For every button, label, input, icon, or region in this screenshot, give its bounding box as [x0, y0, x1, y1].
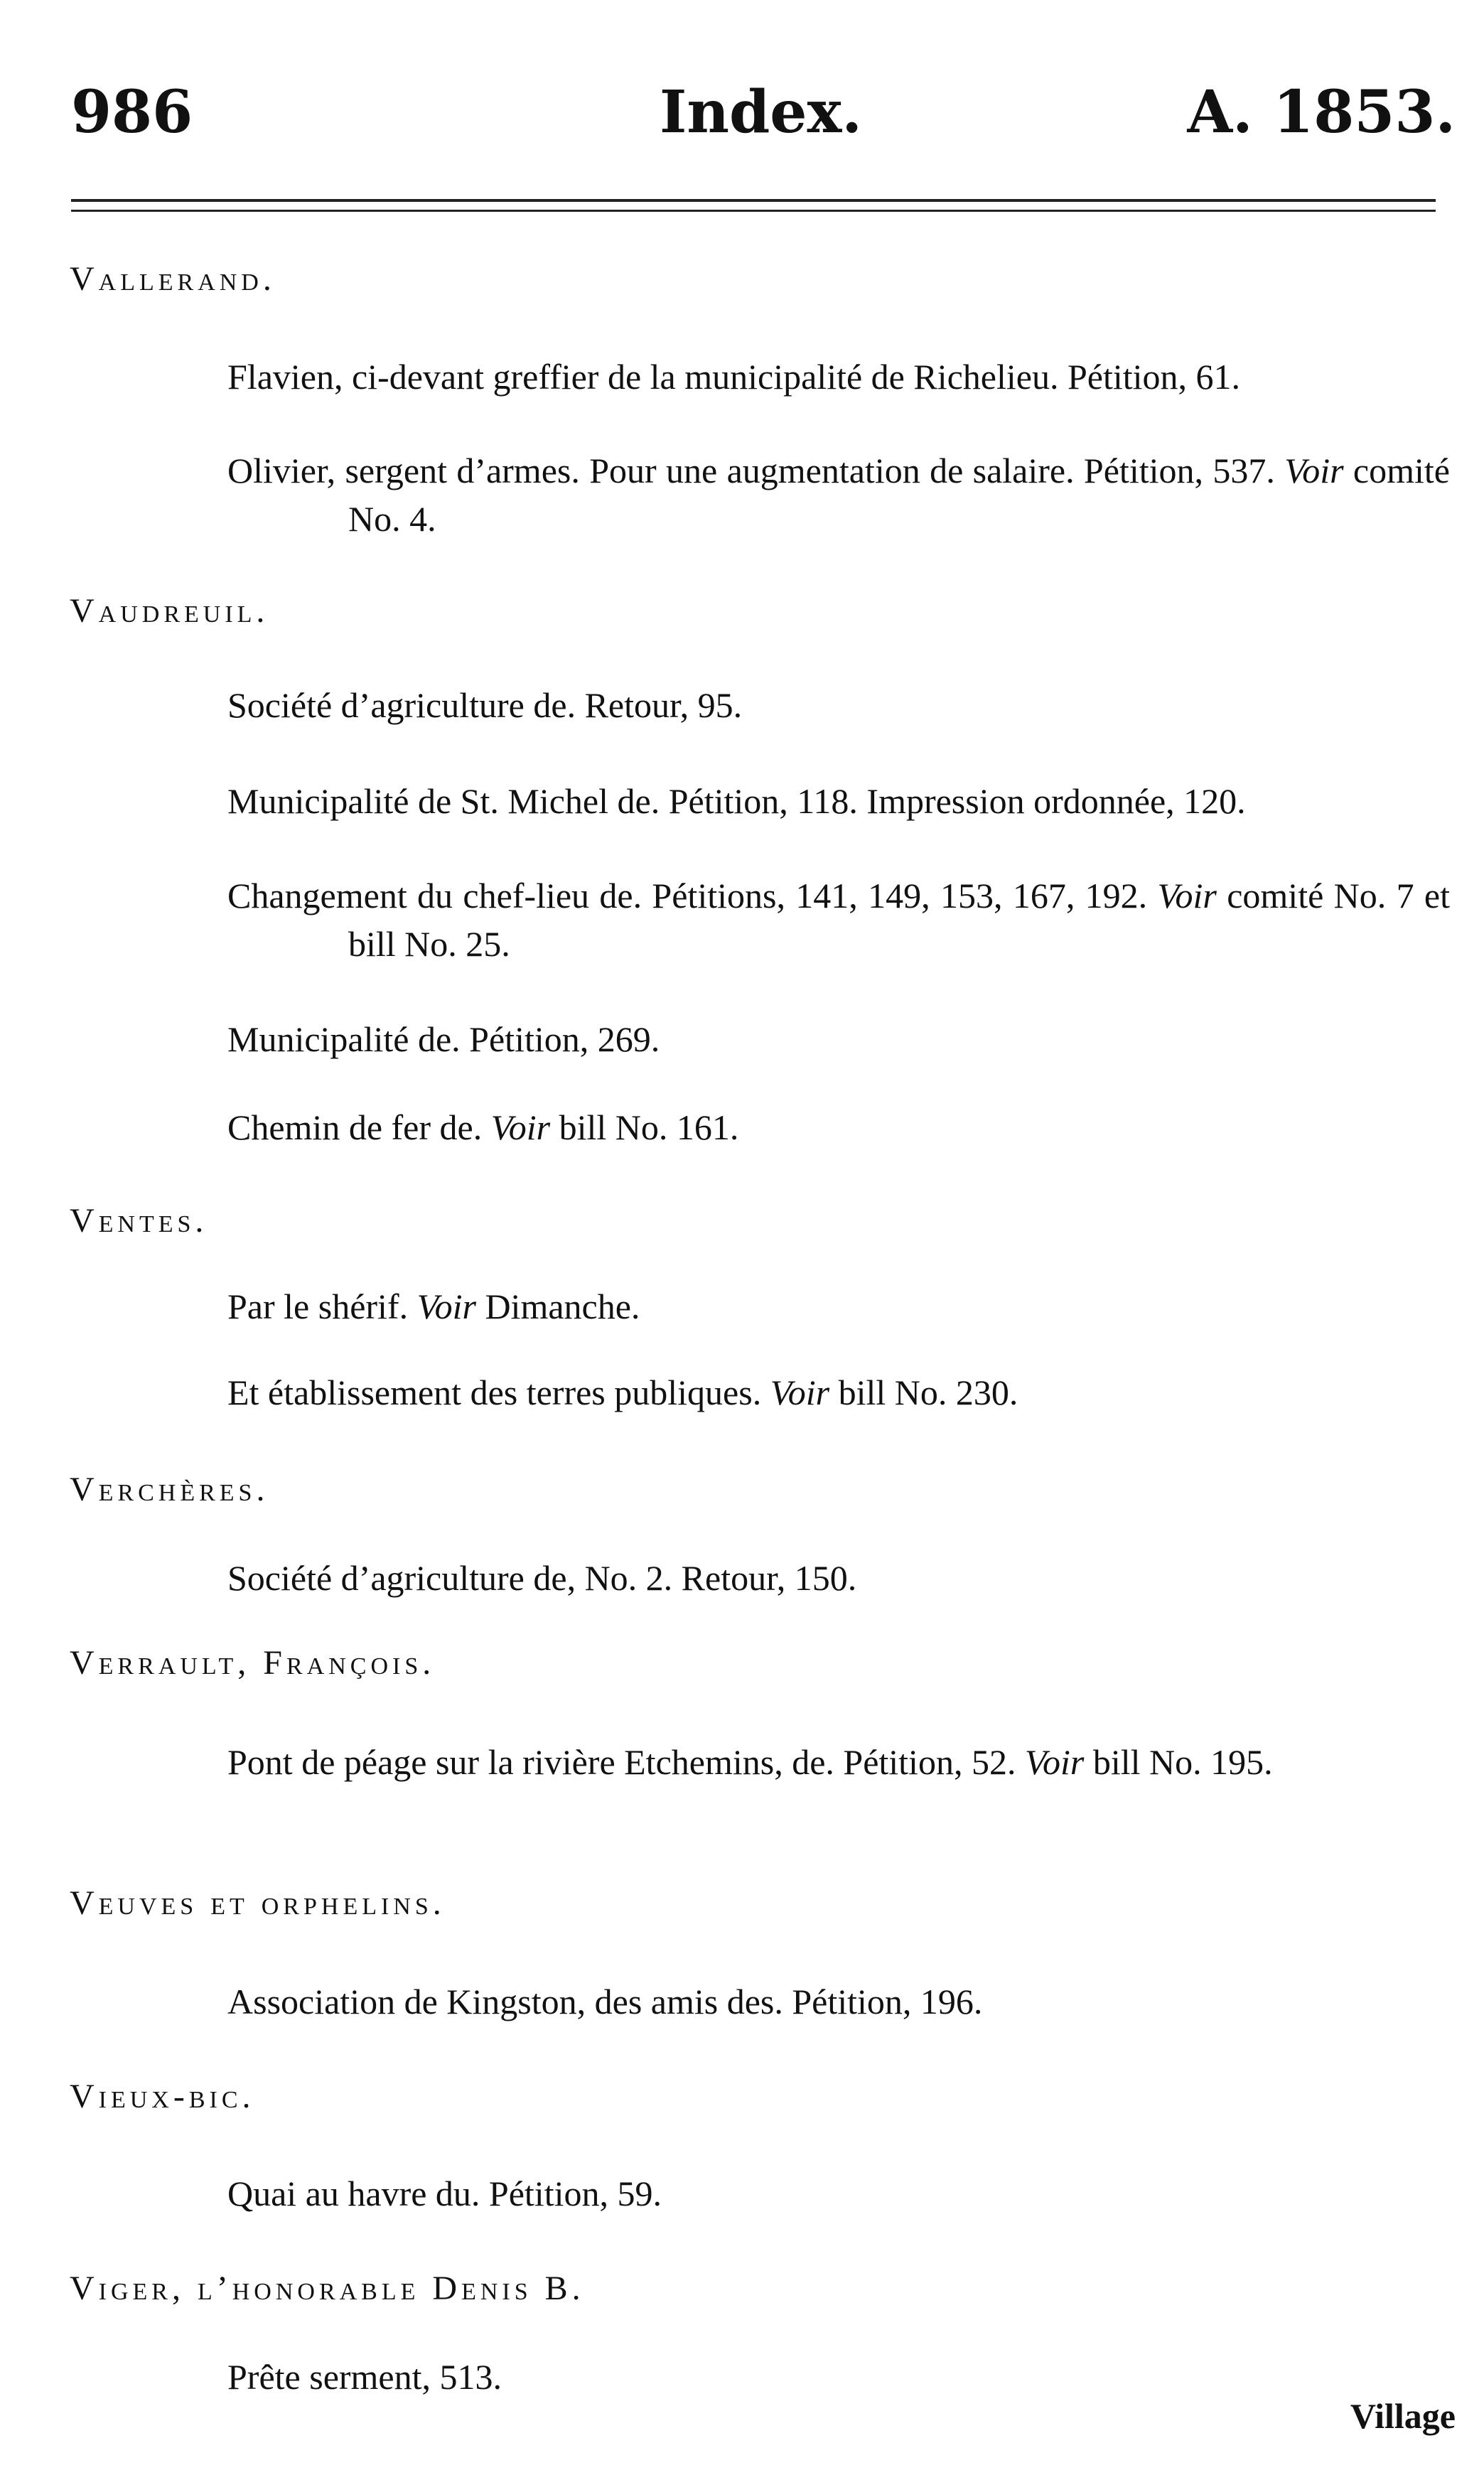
index-entry: Quai au havre du. Pétition, 59. — [227, 2174, 662, 2213]
index-entry: Flavien, ci-devant greffier de la municipalité de Richelieu. Pétition, 61. — [227, 357, 1241, 397]
section-heading: Veuves et orphelins. — [70, 1884, 446, 1922]
section-heading: Verchères. — [70, 1471, 269, 1508]
index-entry: Chemin de fer de. Voir bill No. 161. — [227, 1107, 739, 1147]
index-entry: Association de Kingston, des amis des. Pétition, 196. — [227, 1982, 983, 2021]
page-title: Index. — [660, 78, 862, 146]
index-entry: Par le shérif. Voir Dimanche. — [227, 1287, 640, 1326]
header-rule-bottom — [71, 210, 1436, 212]
section-heading: Verrault, François. — [70, 1644, 436, 1682]
voir-crossref: Voir — [490, 1107, 551, 1147]
index-entry: Société d’agriculture de. Retour, 95. — [227, 685, 743, 725]
page-year: A. 1853. — [1187, 78, 1456, 146]
section-heading: Vallerand. — [70, 260, 276, 298]
page-number: 986 — [71, 78, 193, 146]
section-heading: Vieux-bic. — [70, 2078, 255, 2115]
voir-crossref: Voir — [1157, 876, 1217, 915]
voir-crossref: Voir — [1024, 1742, 1085, 1782]
index-entry: Société d’agriculture de, No. 2. Retour, 150. — [227, 1558, 857, 1598]
index-entry: Municipalité de. Pétition, 269. — [227, 1019, 660, 1059]
section-heading: Ventes. — [70, 1202, 208, 1240]
index-entry: Changement du chef-lieu de. Pétitions, 141, 149, 153, 167, 192. Voir comité No. 7 et bill No. 25. — [227, 876, 1450, 964]
voir-crossref: Voir — [1284, 451, 1344, 490]
voir-crossref: Voir — [770, 1373, 830, 1412]
voir-crossref: Voir — [416, 1287, 476, 1326]
index-entry: Olivier, sergent d’armes. Pour une augmentation de salaire. Pétition, 537. Voir comité No. 4. — [227, 451, 1450, 539]
index-entry: Pont de péage sur la rivière Etchemins, de. Pétition, 52. Voir bill No. 195. — [227, 1742, 1273, 1782]
index-entry: Et établissement des terres publiques. Voir bill No. 230. — [227, 1373, 1018, 1412]
section-heading: Viger, l’honorable Denis B. — [70, 2270, 585, 2307]
index-entry: Prête serment, 513. — [227, 2357, 502, 2397]
section-heading: Vaudreuil. — [70, 592, 269, 630]
header-rule-top — [71, 199, 1436, 202]
catchword: Village — [1350, 2396, 1456, 2436]
index-entry: Municipalité de St. Michel de. Pétition, 118. Impression ordonnée, 120. — [227, 781, 1246, 821]
